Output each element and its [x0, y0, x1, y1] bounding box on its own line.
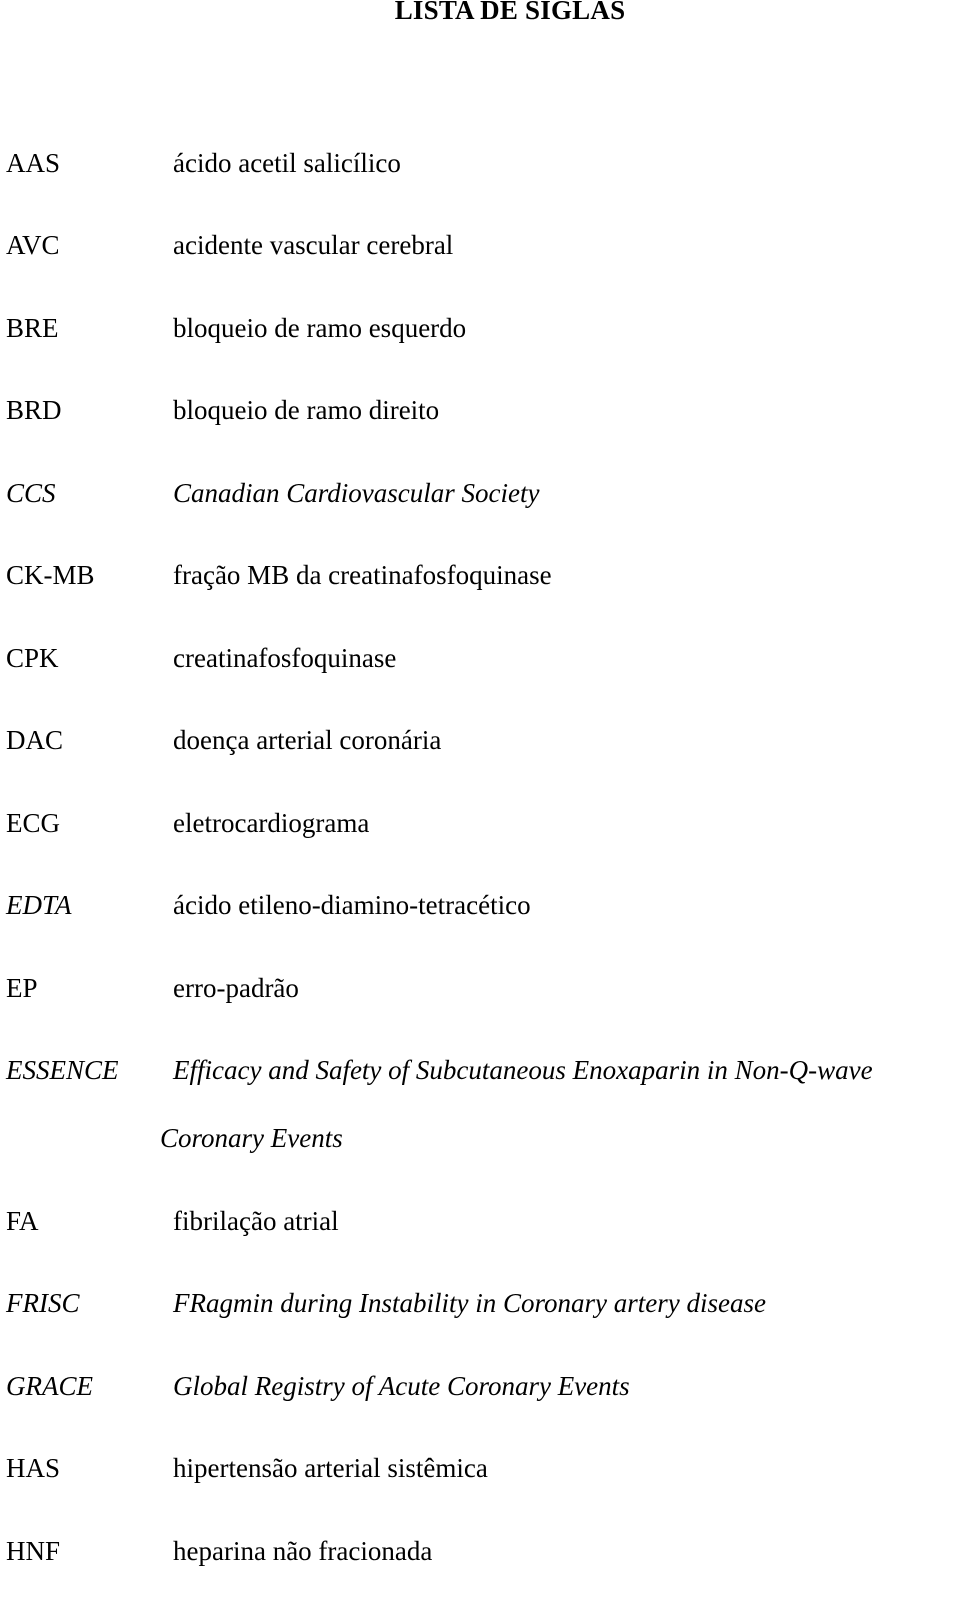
- definition: bloqueio de ramo esquerdo: [173, 313, 467, 343]
- abbreviation: FA: [6, 1206, 39, 1236]
- definition: acidente vascular cerebral: [173, 230, 454, 260]
- definition: eletrocardiograma: [173, 808, 370, 838]
- definition: fração MB da creatinafosfoquinase: [173, 560, 552, 590]
- abbreviation: AVC: [6, 230, 60, 260]
- definition-continuation: Coronary Events: [160, 1123, 343, 1153]
- abbreviation: DAC: [6, 725, 64, 755]
- definition: Canadian Cardiovascular Society: [173, 478, 540, 508]
- definition: fibrilação atrial: [173, 1206, 339, 1236]
- definition: heparina não fracionada: [173, 1536, 433, 1566]
- definition: ácido etileno-diamino-tetracético: [173, 890, 531, 920]
- abbreviation: BRD: [6, 395, 62, 425]
- abbreviation: HAS: [6, 1453, 61, 1483]
- definition: bloqueio de ramo direito: [173, 395, 440, 425]
- abbreviation: CCS: [6, 478, 56, 508]
- definition: doença arterial coronária: [173, 725, 442, 755]
- abbreviation: CPK: [6, 643, 59, 673]
- abbreviation: EDTA: [6, 890, 72, 920]
- abbreviation: GRACE: [6, 1371, 93, 1401]
- definition: hipertensão arterial sistêmica: [173, 1453, 488, 1483]
- definition: creatinafosfoquinase: [173, 643, 397, 673]
- abbreviation: ESSENCE: [6, 1055, 119, 1085]
- abbreviation: ECG: [6, 808, 60, 838]
- definition: erro-padrão: [173, 973, 299, 1003]
- abbreviation: BRE: [6, 313, 59, 343]
- definition: Global Registry of Acute Coronary Events: [173, 1371, 630, 1401]
- page-title: LISTA DE SIGLAS: [394, 0, 626, 25]
- abbreviation: AAS: [6, 148, 61, 178]
- abbreviation: FRISC: [6, 1288, 80, 1318]
- abbreviation: HNF: [6, 1536, 61, 1566]
- definition: Efficacy and Safety of Subcutaneous Enoxaparin in Non-Q-wave: [173, 1055, 873, 1085]
- abbreviation: CK-MB: [6, 560, 95, 590]
- abbreviation: EP: [6, 973, 38, 1003]
- definition: FRagmin during Instability in Coronary artery disease: [173, 1288, 766, 1318]
- definition: ácido acetil salicílico: [173, 148, 401, 178]
